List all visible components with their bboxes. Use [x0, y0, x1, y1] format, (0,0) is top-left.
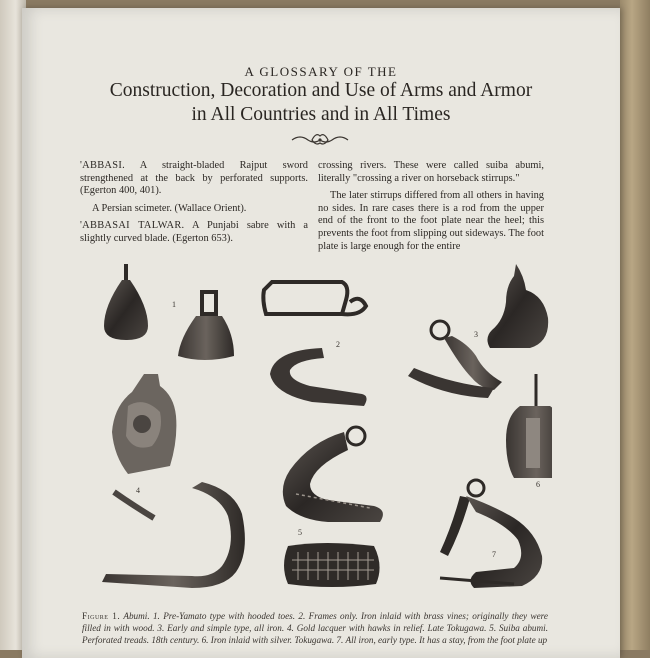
- stirrup-illustration: [74, 256, 552, 606]
- right-text-column: [318, 160, 544, 258]
- paragraph-later-stirrups: The later stirrups differed from all others in having no sides. In rare cases there is a rod from the upper end of the front to the foot plate near the heel; this prevents the foot from slipping out sideways. The foot plate is large enough for the entire: [318, 190, 544, 252]
- decorative-ornament-icon: [290, 130, 350, 150]
- glossary-title-line-1: Construction, Decoration and Use of Arms and Armor: [109, 80, 533, 101]
- entry-term: 'ABBASAI TALWAR.: [80, 220, 185, 232]
- figure-label-7: 7: [492, 550, 496, 559]
- figure-caption-text: Abumi. 1. Pre-Yamato type with hooded toes. 2. Frames only. Iron inlaid with brass vines; originally they were filled in with wood. 3. Early and simple type, all iron. 4. Gold lacquer with hawks in relief. Late Tokugawa. 5. Suiba abumi. Perforated treads. 18th century. 6. Iron inlaid with silver. Tokugawa. 7. All iron, early type. It has a stay, from the foot plate up: [82, 611, 548, 645]
- stirrup-6-inlaid-icon: [506, 374, 552, 478]
- stirrup-1b-icon: [178, 292, 234, 360]
- stirrup-hooded-right-icon: [487, 264, 548, 348]
- paragraph-suiba-abumi: crossing rivers. These were called suiba abumi, literally "crossing a river on horseback stirrups.": [318, 160, 544, 184]
- stirrup-frame-2a-icon: [263, 282, 366, 314]
- figure-caption-label: Figure 1.: [82, 611, 121, 621]
- figure-label-3: 3: [474, 330, 478, 339]
- glossary-title-line-2: in All Countries and in All Times: [191, 104, 451, 125]
- stirrup-1a-icon: [104, 264, 148, 340]
- stirrup-5b-perforated-tread-icon: [284, 543, 380, 587]
- figure-label-2: 2: [336, 340, 340, 349]
- entry-definition: A Punjabi sabre with a slightly curved blade. (Egerton 653).: [80, 220, 308, 244]
- figure-label-5: 5: [298, 528, 302, 537]
- entry-definition: A straight-bladed Rajput sword strengthened at the back by perforated supports. (Egerton 400, 401).: [80, 160, 308, 197]
- stirrup-4a-lacquer-icon: [112, 374, 176, 474]
- figure-label-1: 1: [172, 300, 176, 309]
- stirrup-4b-icon: [102, 482, 245, 588]
- stirrup-frame-2b-icon: [270, 348, 367, 406]
- stirrup-5a-suiba-icon: [283, 427, 383, 522]
- book-page: [22, 8, 620, 658]
- glossary-subentry: A Persian scimeter. (Wallace Orient).: [92, 202, 247, 214]
- entry-term: 'ABBASI.: [80, 160, 125, 171]
- figure-caption: [82, 610, 548, 646]
- left-text-column: [80, 160, 308, 251]
- figure-label-6: 6: [536, 480, 540, 489]
- figure-label-4: 4: [136, 486, 140, 495]
- stirrup-7-iron-icon: [440, 480, 542, 588]
- glossary-entry-abbasai-talwar: [80, 220, 308, 245]
- glossary-heading-small: A GLOSSARY OF THE: [244, 64, 398, 79]
- glossary-entry-abbasi: [80, 160, 308, 198]
- stirrups-photo-image: [74, 256, 552, 606]
- stirrup-3-icon: [408, 321, 502, 398]
- wooden-table-background: [620, 0, 650, 650]
